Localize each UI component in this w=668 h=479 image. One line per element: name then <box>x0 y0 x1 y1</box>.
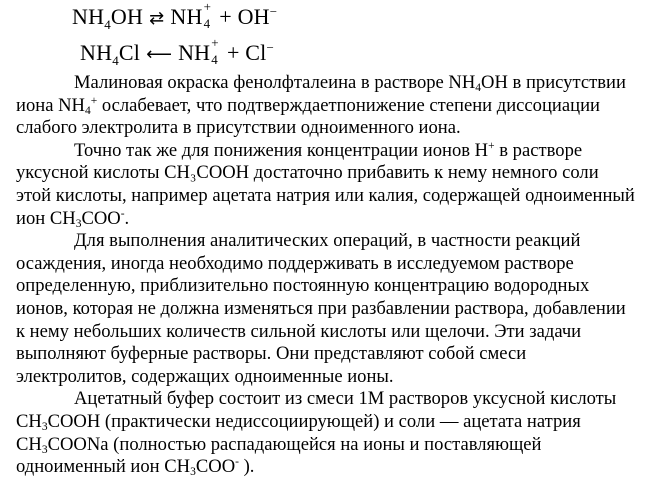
p2-line-2: уксусной кислоты CH₃COOH достаточно прибавить к нему немного соли <box>16 162 599 184</box>
p2-line-3: этой кислоты, например ацетата натрия или калия, содержащей одноименный <box>16 184 635 206</box>
equilibrium-arrow-icon: ⇄ <box>149 8 165 29</box>
eq1-ion2: OH <box>237 4 270 29</box>
p4-line-1: Ацетатный буфер состоит из смеси 1М растворов уксусной кислоты <box>74 388 617 410</box>
left-arrow-icon: ⟵ <box>146 44 173 65</box>
p1-line-1 <box>74 72 660 95</box>
p4-line-3-text-a: CH <box>16 433 42 455</box>
p2-line-4-sup: - <box>120 207 125 220</box>
eq1-plus: + <box>219 4 232 29</box>
eq1-ion1-sup: + <box>203 0 212 14</box>
p3-line-5: к нему небольших количеств сильной кислоты или щелочи. Эти задачи <box>16 320 582 342</box>
p1-line-2 <box>16 95 660 118</box>
eq2-ion1: NH <box>178 40 211 65</box>
eq1-ion1-indices <box>203 0 214 31</box>
p1-line-2-sub: 4 <box>84 104 91 117</box>
paragraph-acetate-buffer <box>16 388 660 479</box>
eq2-ion2: Cl <box>245 40 267 65</box>
p2-line-1-text-b: в растворе <box>494 139 583 161</box>
p1-line-1-text-a: Малиновая окраска фенолфталеина в растворе NH <box>74 72 476 93</box>
p1-line-2-sup: + <box>90 94 98 107</box>
p2-line-4 <box>16 208 660 231</box>
p4-line-4-sup: - <box>235 456 239 469</box>
eq2-ion2-sup: − <box>266 40 275 55</box>
p2-line-4-text-c: . <box>124 207 130 229</box>
eq1-left-formula: NH <box>72 4 105 29</box>
p4-line-4-sub: 3 <box>190 466 196 479</box>
p2-line-4-text-a: ион CH <box>16 207 76 229</box>
eq1-ion1-sub: 4 <box>203 16 211 31</box>
p2-line-1-text-a: Точно так же для понижения концентрации ионов H <box>74 139 489 161</box>
eq2-ion1-sub: 4 <box>211 52 218 67</box>
p3-line-4: ионов, которая не должна изменяться при разбавлении раствора, добавлении <box>16 297 626 319</box>
p2-line-1-sup: + <box>488 139 495 152</box>
paragraph-acetic-acid <box>16 139 660 230</box>
p4-line-3-sub: 3 <box>41 443 48 456</box>
p1-line-3: слабого электролита в присутствии одноименного иона. <box>16 117 461 139</box>
p4-line-2-text-a: CH <box>16 410 42 432</box>
equation-ammonium-chloride <box>80 35 275 68</box>
eq2-plus: + <box>226 40 240 65</box>
eq2-ion1-sup: + <box>211 35 219 50</box>
paragraph-phenolphthalein <box>16 72 660 140</box>
p3-line-6: выполняют буферные растворы. Они представляют собой смеси <box>16 343 527 365</box>
p3-line-3: определенную, приблизительно постоянную концентрацию водородных <box>16 275 590 297</box>
body-text <box>16 72 660 479</box>
p2-line-4-sub: 3 <box>75 217 82 230</box>
p4-line-4-text-c: ). <box>238 456 255 478</box>
eq1-left-tail: OH <box>110 4 144 29</box>
eq1-ion1: NH <box>170 4 203 29</box>
p3-line-7: электролитов, содержащих одноименные ионы. <box>16 365 394 387</box>
p3-line-2: осаждения, иногда необходимо поддерживать в исследуемом растворе <box>16 252 574 274</box>
p1-line-1-text-b: OH в присутствии <box>481 72 626 93</box>
p4-line-4-text-a: одноименный ион CH <box>16 456 191 478</box>
p1-line-1-sub: 4 <box>475 82 482 94</box>
p4-line-2-sub: 3 <box>41 420 48 433</box>
p4-line-3 <box>16 434 660 457</box>
p3-line-1: Для выполнения аналитических операций, в частности реакций <box>74 230 581 252</box>
eq2-left-formula: NH <box>80 40 113 65</box>
p4-line-4 <box>16 456 660 479</box>
eq2-left-tail: Cl <box>118 40 141 65</box>
p1-line-2-text-a: иона NH <box>16 94 85 116</box>
eq2-left-sub: 4 <box>112 53 119 68</box>
p2-line-1 <box>74 140 660 163</box>
p2-line-4-text-b: COO <box>81 207 121 229</box>
p4-line-4-text-b: COO <box>195 456 236 478</box>
p1-line-2-text-b: ослабевает, что подтверждаетпонижение степени диссоциации <box>97 94 600 116</box>
paragraph-buffer-solutions <box>16 230 660 388</box>
eq1-ion2-sup: − <box>269 4 278 19</box>
eq1-left-sub: 4 <box>104 17 111 32</box>
equation-ammonium-hydroxide <box>72 0 278 32</box>
p4-line-2 <box>16 411 660 434</box>
p4-line-3-text-b: COONa (полностью распадающейся на ионы и поставляющей <box>47 433 542 455</box>
eq2-ion1-indices <box>210 35 221 67</box>
p4-line-2-text-b: COOH (практически недиссоциирующей) и соли — ацетата натрия <box>47 410 581 432</box>
